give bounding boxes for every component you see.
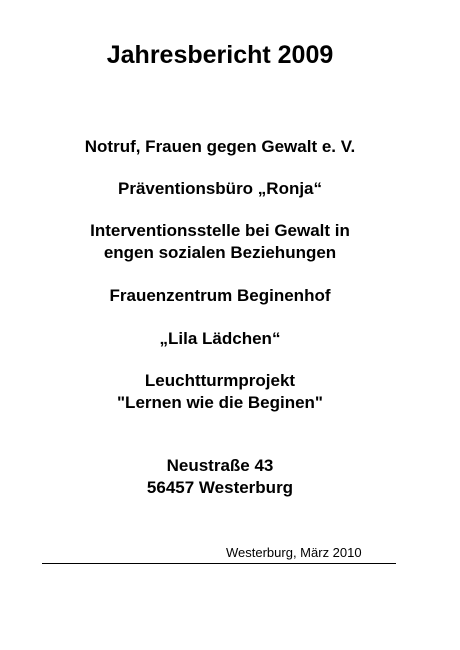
address-street: Neustraße 43	[166, 456, 274, 475]
women-center	[0, 285, 440, 307]
lighthouse-project	[0, 370, 440, 414]
prevention-office	[0, 178, 440, 200]
shop-name-text: „Lila Lädchen“	[159, 329, 281, 348]
place-and-date: Westerburg, März 2010	[226, 545, 362, 560]
lighthouse-project-line-2: "Lernen wie die Beginen"	[117, 393, 323, 412]
organization-name-text: Notruf, Frauen gegen Gewalt e. V.	[84, 137, 356, 156]
address	[0, 455, 440, 499]
women-center-text: Frauenzentrum Beginenhof	[109, 286, 331, 305]
address-city: 56457 Westerburg	[146, 478, 294, 497]
intervention-office-line-1: Interventionsstelle bei Gewalt in	[90, 221, 350, 240]
intervention-office-line-2: engen sozialen Beziehungen	[103, 243, 337, 262]
prevention-office-text: Präventionsbüro „Ronja“	[117, 179, 323, 198]
footer-divider-line	[42, 563, 396, 564]
organization-name	[0, 136, 440, 158]
shop-name	[0, 328, 440, 350]
report-title: Jahresbericht 2009	[106, 41, 334, 69]
intervention-office	[0, 220, 440, 264]
lighthouse-project-line-1: Leuchtturmprojekt	[144, 371, 296, 390]
